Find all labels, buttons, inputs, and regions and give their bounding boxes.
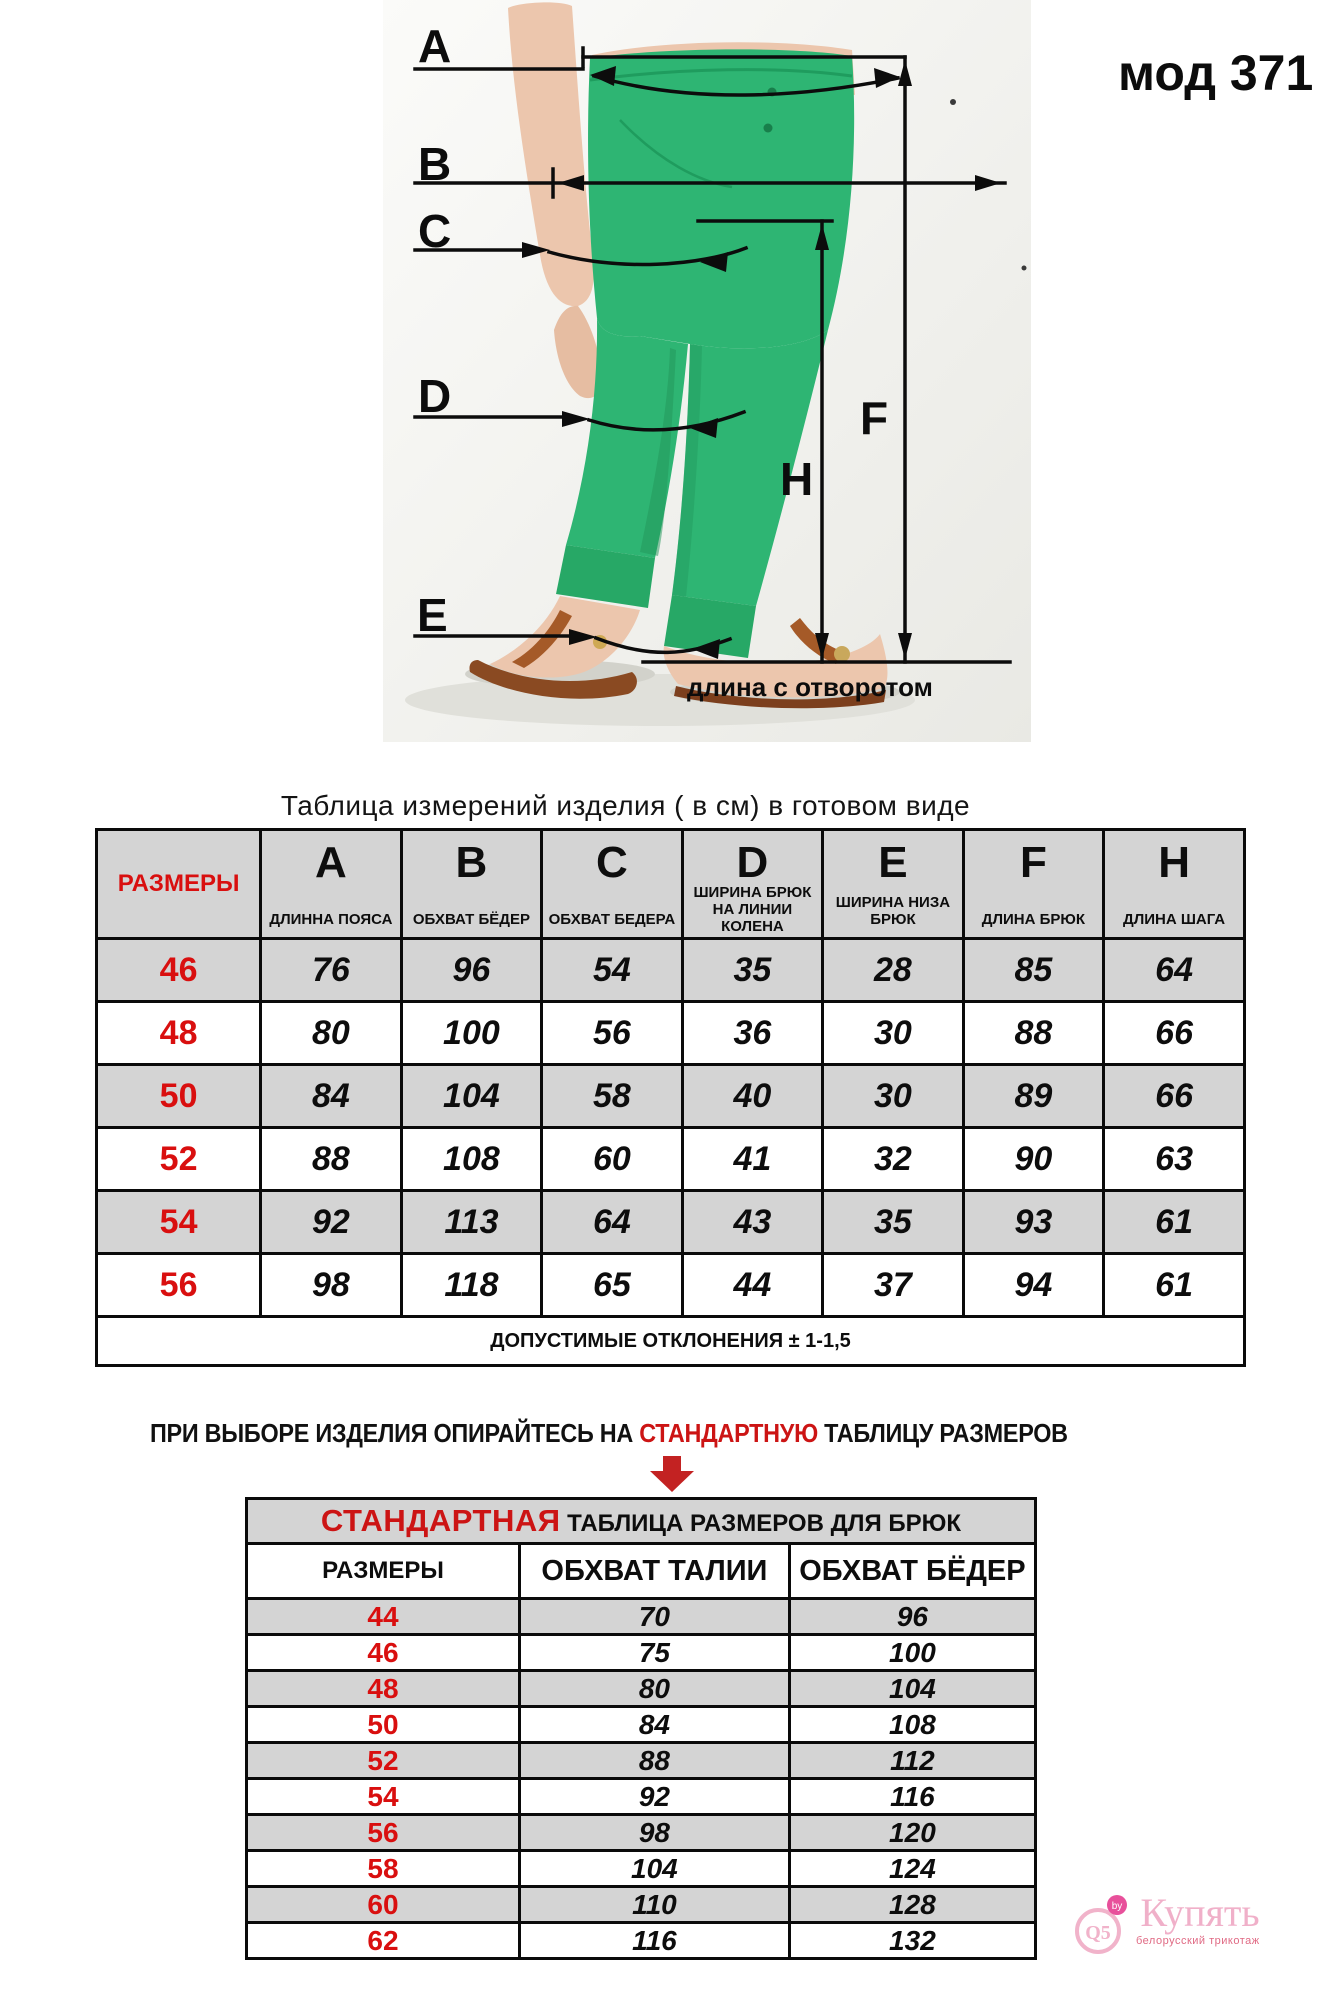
value-cell: 104 — [401, 1065, 542, 1128]
value-cell: 43 — [682, 1191, 823, 1254]
standard-header-row — [247, 1544, 1036, 1599]
value-cell: 118 — [401, 1254, 542, 1317]
waist-cell: 110 — [519, 1887, 789, 1923]
col-letter: D — [736, 838, 769, 887]
measure-letter-h: H — [780, 453, 814, 505]
brand-logo — [1072, 1890, 1260, 1957]
hips-cell: 124 — [789, 1851, 1035, 1887]
value-cell: 108 — [401, 1128, 542, 1191]
col-letter: H — [1158, 838, 1190, 887]
value-cell: 41 — [682, 1128, 823, 1191]
measurements-header-row — [97, 830, 1245, 939]
size-cell: 58 — [247, 1851, 520, 1887]
value-cell: 66 — [1104, 1065, 1245, 1128]
value-cell: 30 — [823, 1002, 964, 1065]
value-cell: 113 — [401, 1191, 542, 1254]
hips-cell: 96 — [789, 1599, 1035, 1635]
value-cell: 32 — [823, 1128, 964, 1191]
standard-title-highlight: СТАНДАРТНАЯ — [320, 1503, 561, 1538]
value-cell: 76 — [261, 939, 402, 1002]
size-cell: 56 — [97, 1254, 261, 1317]
value-cell: 63 — [1104, 1128, 1245, 1191]
brand-tagline: белорусский трикотаж — [1136, 1935, 1260, 1947]
value-cell: 88 — [261, 1128, 402, 1191]
standard-table-title — [247, 1499, 1036, 1544]
table-row — [247, 1887, 1036, 1923]
waist-cell: 104 — [519, 1851, 789, 1887]
value-cell: 61 — [1104, 1254, 1245, 1317]
table-row — [247, 1707, 1036, 1743]
measurements-table-title: Таблица измерений изделия ( в см) в готовом виде — [280, 790, 971, 821]
value-cell: 100 — [401, 1002, 542, 1065]
hips-cell: 104 — [789, 1671, 1035, 1707]
col-header-h — [1105, 831, 1243, 937]
size-cell: 54 — [247, 1779, 520, 1815]
sizes-header: РАЗМЕРЫ — [117, 870, 240, 897]
size-cell: 46 — [247, 1635, 520, 1671]
model-number: мод 371 — [1118, 45, 1314, 101]
q5-text: Q5 — [1085, 1922, 1111, 1944]
deviations-note: ДОПУСТИМЫЕ ОТКЛОНЕНИЯ ± 1-1,5 — [97, 1317, 1245, 1366]
col-label: ОБХВАТ БЕДЕРА — [548, 911, 676, 929]
value-cell: 37 — [823, 1254, 964, 1317]
value-cell: 36 — [682, 1002, 823, 1065]
hips-cell: 100 — [789, 1635, 1035, 1671]
value-cell: 35 — [823, 1191, 964, 1254]
size-cell: 48 — [247, 1671, 520, 1707]
standard-table-title-row — [247, 1499, 1036, 1544]
col-header-b — [403, 831, 541, 937]
value-cell: 64 — [1104, 939, 1245, 1002]
waist-cell: 88 — [519, 1743, 789, 1779]
table-row — [97, 1128, 1245, 1191]
measure-letter-b: B — [418, 138, 452, 190]
size-cell: 60 — [247, 1887, 520, 1923]
value-cell: 40 — [682, 1065, 823, 1128]
value-cell: 56 — [542, 1002, 683, 1065]
selection-note-part2: ТАБЛИЦУ РАЗМЕРОВ — [817, 1418, 1068, 1448]
waist-cell: 116 — [519, 1923, 789, 1959]
value-cell: 92 — [261, 1191, 402, 1254]
table-row — [97, 1191, 1245, 1254]
brand-name: Купять — [1140, 1890, 1260, 1935]
hips-cell: 128 — [789, 1887, 1035, 1923]
value-cell: 60 — [542, 1128, 683, 1191]
col-header-e — [824, 831, 962, 937]
table-row — [247, 1851, 1036, 1887]
hips-cell: 132 — [789, 1923, 1035, 1959]
waist-cell: 84 — [519, 1707, 789, 1743]
waist-cell: 92 — [519, 1779, 789, 1815]
size-cell: 46 — [97, 939, 261, 1002]
value-cell: 93 — [963, 1191, 1104, 1254]
measurements-table — [95, 828, 1246, 1367]
value-cell: 94 — [963, 1254, 1104, 1317]
size-cell: 48 — [97, 1002, 261, 1065]
value-cell: 54 — [542, 939, 683, 1002]
table-row — [97, 1002, 1245, 1065]
value-cell: 90 — [963, 1128, 1104, 1191]
value-cell: 65 — [542, 1254, 683, 1317]
size-cell: 62 — [247, 1923, 520, 1959]
selection-note-highlight: СТАНДАРТНУЮ — [639, 1418, 818, 1448]
measure-letter-f: F — [860, 392, 889, 444]
standard-table — [245, 1497, 1037, 1960]
size-cell: 50 — [247, 1707, 520, 1743]
col-header-f — [965, 831, 1103, 937]
hips-cell: 112 — [789, 1743, 1035, 1779]
deviations-row — [97, 1317, 1245, 1366]
measure-letter-d: D — [418, 370, 452, 422]
value-cell: 61 — [1104, 1191, 1245, 1254]
col-label: ДЛИННА ПОЯСА — [269, 911, 393, 929]
cuff-length-note: длина с отворотом — [687, 672, 933, 702]
col-label: ШИРИНА БРЮК НА ЛИНИИ КОЛЕНА — [693, 884, 812, 935]
col-letter: B — [455, 838, 488, 887]
table-row — [247, 1923, 1036, 1959]
hips-cell: 120 — [789, 1815, 1035, 1851]
size-cell: 52 — [247, 1743, 520, 1779]
value-cell: 58 — [542, 1065, 683, 1128]
standard-title-rest: ТАБЛИЦА РАЗМЕРОВ ДЛЯ БРЮК — [560, 1510, 962, 1537]
col-hips: ОБХВАТ БЁДЕР — [789, 1544, 1035, 1599]
value-cell: 66 — [1104, 1002, 1245, 1065]
q5-logo-icon — [1072, 1893, 1130, 1957]
value-cell: 85 — [963, 939, 1104, 1002]
value-cell: 28 — [823, 939, 964, 1002]
col-header-a — [262, 831, 400, 937]
hips-cell: 116 — [789, 1779, 1035, 1815]
col-header-c — [543, 831, 681, 937]
table-row — [247, 1671, 1036, 1707]
hips-cell: 108 — [789, 1707, 1035, 1743]
product-photo-diagram — [0, 0, 1333, 770]
value-cell: 30 — [823, 1065, 964, 1128]
measure-letter-c: C — [418, 205, 452, 257]
waist-cell: 70 — [519, 1599, 789, 1635]
selection-note — [150, 1418, 1068, 1449]
table-row — [247, 1743, 1036, 1779]
table-row — [97, 1254, 1245, 1317]
col-label: ДЛИНА ШАГА — [1123, 911, 1226, 929]
value-cell: 88 — [963, 1002, 1104, 1065]
value-cell: 80 — [261, 1002, 402, 1065]
col-label: ДЛИНА БРЮК — [981, 911, 1086, 929]
col-header-d — [684, 831, 822, 937]
waist-cell: 98 — [519, 1815, 789, 1851]
waist-cell: 75 — [519, 1635, 789, 1671]
selection-note-part1: ПРИ ВЫБОРЕ ИЗДЕЛИЯ ОПИРАЙТЕСЬ НА — [150, 1418, 640, 1448]
value-cell: 44 — [682, 1254, 823, 1317]
value-cell: 89 — [963, 1065, 1104, 1128]
col-letter: E — [878, 838, 908, 887]
table-row — [247, 1635, 1036, 1671]
size-cell: 54 — [97, 1191, 261, 1254]
table-row — [247, 1599, 1036, 1635]
value-cell: 84 — [261, 1065, 402, 1128]
col-letter: C — [596, 838, 628, 887]
size-cell: 50 — [97, 1065, 261, 1128]
col-waist: ОБХВАТ ТАЛИИ — [519, 1544, 789, 1599]
value-cell: 96 — [401, 939, 542, 1002]
col-letter: F — [1019, 838, 1047, 887]
value-cell: 35 — [682, 939, 823, 1002]
table-row — [247, 1779, 1036, 1815]
col-letter: A — [315, 838, 347, 887]
value-cell: 64 — [542, 1191, 683, 1254]
down-arrow-icon — [650, 1456, 694, 1492]
col-sizes: РАЗМЕРЫ — [247, 1544, 520, 1599]
table-row — [97, 939, 1245, 1002]
table-row — [97, 1065, 1245, 1128]
measure-letter-a: A — [418, 20, 452, 72]
col-label: ШИРИНА НИЗА БРЮК — [835, 894, 951, 929]
measure-letter-e: E — [417, 589, 448, 641]
value-cell: 98 — [261, 1254, 402, 1317]
size-cell: 56 — [247, 1815, 520, 1851]
size-cell: 52 — [97, 1128, 261, 1191]
size-cell: 44 — [247, 1599, 520, 1635]
by-text: by — [1111, 1901, 1123, 1912]
waist-cell: 80 — [519, 1671, 789, 1707]
col-label: ОБХВАТ БЁДЕР — [412, 911, 530, 929]
table-row — [247, 1815, 1036, 1851]
